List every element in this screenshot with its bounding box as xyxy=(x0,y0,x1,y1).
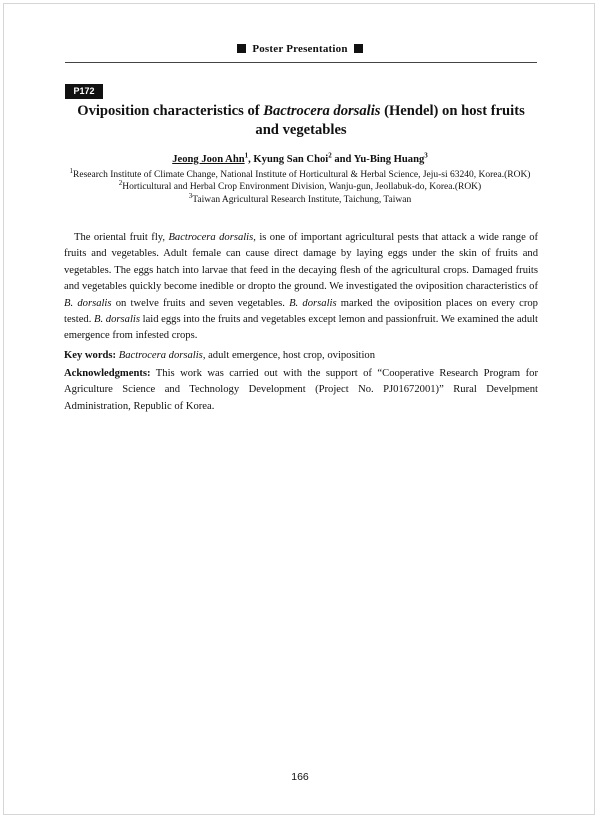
species-name: B. dorsalis xyxy=(94,314,140,326)
author-conjunction: and xyxy=(334,154,352,165)
abstract-text: laid eggs into the fruits and vegetables except lemon and passionfruit. We examined the adult emergence from infested crops. xyxy=(64,314,539,342)
keyword-species: Bactrocera dorsalis xyxy=(118,350,203,361)
title-prefix: Oviposition characteristics of xyxy=(77,103,264,119)
author-line: Jeong Joon Ahn$^1$, Kyung San Choi$^2$ and Yu-Bing Huang$^3$ xyxy=(172,151,428,165)
affiliation-mark: 3 xyxy=(188,191,193,200)
affiliation-mark: 1 xyxy=(69,166,74,175)
author-affil-mark: 2 xyxy=(328,151,332,160)
affiliation-text: Research Institute of Climate Change, National Institute of Horticultural & Herbal Science, Jeju-si 63240, Korea.(ROK) xyxy=(73,170,531,180)
poster-id-badge: P172 xyxy=(65,84,103,99)
square-bullet-icon xyxy=(237,44,246,53)
title-species: Bactrocera dorsalis xyxy=(263,103,381,119)
author-name: Jeong Joon Ahn xyxy=(172,154,245,165)
keywords-label: Key words: xyxy=(64,350,117,361)
affiliation-line xyxy=(40,178,560,192)
abstract-text: , is one of important agricultural pests that attack a wide range of fruits and vegetables. Adult female can cause direct damage by laying eggs under the skin of fruits and vegetables. The eggs hatch into larvae that feed in the decaying flesh of the agricultural crops. Damaged fruits and vegetables quickly become inedible or dropto the ground. We investigated the oviposition characteristics of xyxy=(64,232,539,293)
acknowledgments-label: Acknowledgments: xyxy=(64,368,151,379)
page-number: 166 xyxy=(291,771,309,783)
paper-title xyxy=(65,102,537,140)
acknowledgments-paragraph xyxy=(64,366,538,415)
square-bullet-icon xyxy=(354,44,363,53)
section-header-label: Poster Presentation xyxy=(252,43,348,55)
affiliation-text: Horticultural and Herbal Crop Environment Division, Wanju-gun, Jeollabuk-do, Korea.(ROK) xyxy=(122,182,482,192)
author-affil-mark: 3 xyxy=(424,151,428,160)
author-name: Yu-Bing Huang xyxy=(353,154,425,165)
title-suffix: (Hendel) on host fruits and vegetables xyxy=(255,103,525,138)
abstract-text: on twelve fruits and seven vegetables. xyxy=(111,297,290,309)
section-header xyxy=(0,43,600,55)
abstract-text: marked the oviposition places on every crop tested. xyxy=(64,297,538,326)
species-name: Bactrocera dorsalis xyxy=(168,232,254,243)
affiliation-line xyxy=(40,191,560,205)
affiliation-text: Taiwan Agricultural Research Institute, Taichung, Taiwan xyxy=(192,195,412,205)
abstract-text: The oriental fruit fly, xyxy=(74,232,169,243)
species-name: B. dorsalis xyxy=(289,297,337,309)
header-rule xyxy=(65,62,537,63)
abstract-paragraph xyxy=(64,230,538,345)
acknowledgments-text: This work was carried out with the support of “Cooperative Research Program for Agriculture Science and Technology Development (Project No. PJ01672001)” Rural Develpment Administration, Republic of Korea. xyxy=(64,368,538,412)
affiliation-mark: 2 xyxy=(118,178,123,187)
species-name: B. dorsalis xyxy=(64,297,112,309)
author-name: Kyung San Choi xyxy=(253,154,329,165)
keywords-line xyxy=(64,348,538,364)
author-affil-mark: 1 xyxy=(244,151,249,160)
keywords-text: , adult emergence, host crop, oviposition xyxy=(202,350,376,361)
